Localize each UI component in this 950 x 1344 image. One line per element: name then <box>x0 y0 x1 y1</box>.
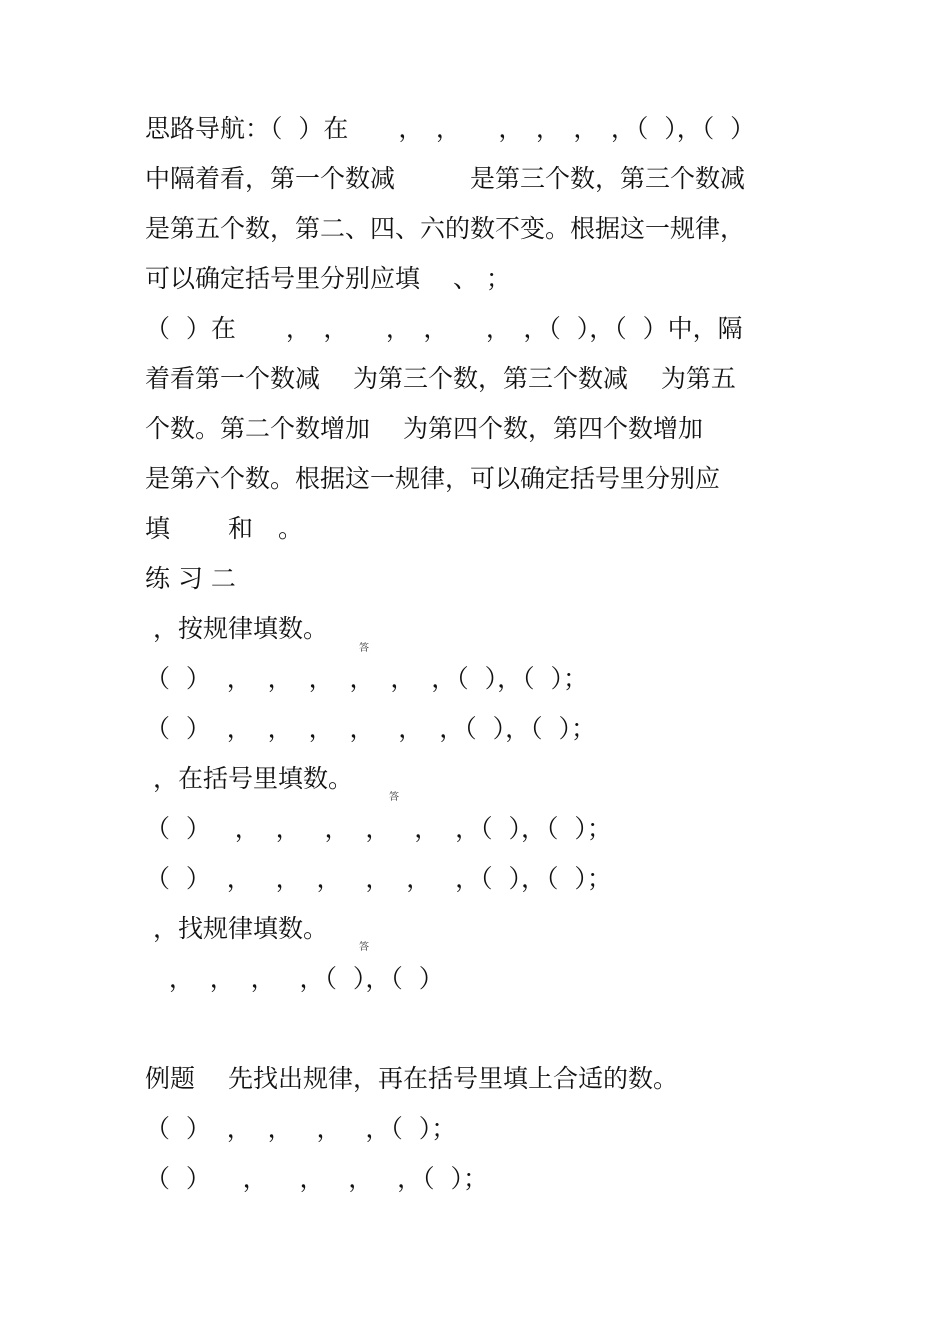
exercise-2-row-1: （ ） ， ， ， ， ， ，（ ），（ ）； <box>145 814 612 843</box>
exercise-1-row-2: （ ） ， ， ， ， ， ，（ ），（ ）； <box>145 714 596 743</box>
answer-mark-2: 答 <box>389 792 399 803</box>
guide-line-3: 是第五个数，第二、四、六的数不变。根据这一规律， <box>145 214 746 243</box>
exercise-1-row-1: （ ） ， ， ， ， ， ，（ ），（ ）； <box>145 664 589 693</box>
guide-line-8: 是第六个数。根据这一规律，可以确定括号里分别应 <box>145 464 721 493</box>
guide-line-6: 着看第一个数减 为第三个数，第三个数减 为第五 <box>145 364 736 393</box>
guide-line-7: 个数。第二个数增加 为第四个数，第四个数增加 <box>145 414 703 443</box>
example-row-1: （ ） ， ， ， ，（ ）； <box>145 1114 457 1143</box>
guide-line-2: 中隔着看，第一个数减 是第三个数，第三个数减 <box>145 164 746 193</box>
guide-line-5: （ ）在 ， ， ， ， ， ，（ ），（ ）中，隔 <box>145 314 743 343</box>
exercise-3-title: ，找规律填数。 <box>145 914 328 943</box>
section-title: 练 习 二 <box>145 564 236 593</box>
example-row-2: （ ） ， ， ， ，（ ）； <box>145 1164 489 1193</box>
exercise-1-title: ，按规律填数。 <box>145 614 328 643</box>
exercise-2-title: ，在括号里填数。 <box>145 764 353 793</box>
guide-line-9: 填 和 。 <box>145 514 303 543</box>
example-title: 例题 先找出规律，再在括号里填上合适的数。 <box>145 1064 678 1093</box>
guide-line-1: 思路导航：（ ）在 ， ， ， ， ， ，（ ），（ ） <box>145 114 756 143</box>
exercise-3-row-1: ， ， ， ，（ ），（ ） <box>145 964 444 993</box>
guide-line-4: 可以确定括号里分别应填 、 ； <box>145 264 511 293</box>
answer-mark-3: 答 <box>359 942 369 953</box>
exercise-2-row-2: （ ） ， ， ， ， ， ，（ ），（ ）； <box>145 864 612 893</box>
answer-mark-1: 答 <box>359 643 369 654</box>
